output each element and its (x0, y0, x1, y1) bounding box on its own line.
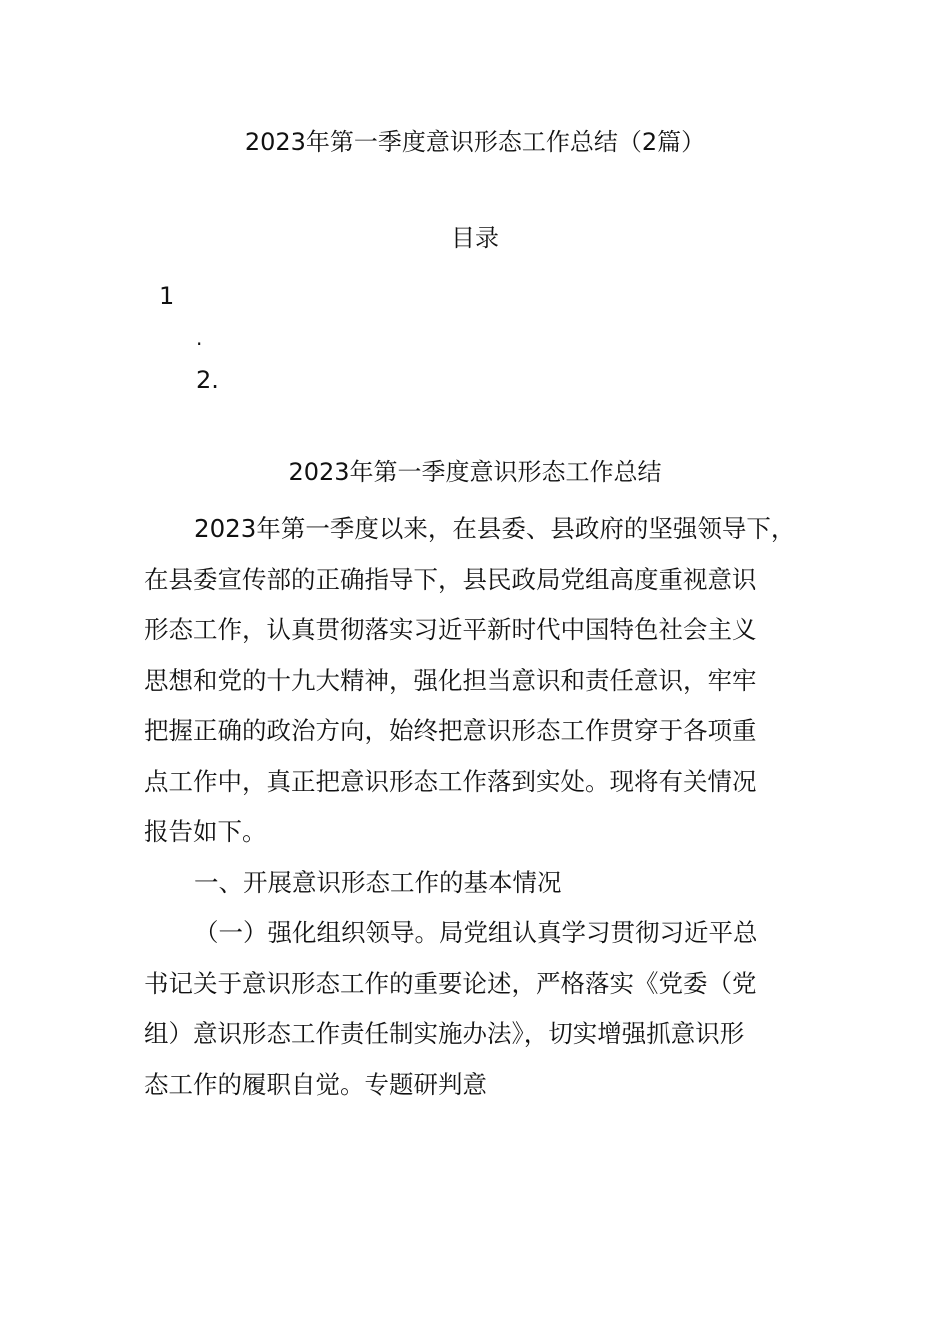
toc-item-1-number[interactable]: 1 (159, 282, 175, 310)
toc-item-1-separator: . (196, 326, 203, 350)
section-body (144, 504, 834, 1110)
paragraph-line: 态工作的履职自觉。专题研判意 (144, 1069, 487, 1099)
paragraph-line: 点工作中，真正把意识形态工作落到实处。现将有关情况 (144, 766, 757, 796)
subsection-heading: 一、开展意识形态工作的基本情况 (194, 867, 562, 897)
paragraph-line: 在县委宣传部的正确指导下，县民政局党组高度重视意识 (144, 564, 757, 594)
paragraph-line: 把握正确的政治方向，始终把意识形态工作贯穿于各项重 (144, 716, 757, 745)
document-title: 2023年第一季度意识形态工作总结（2篇） (244, 128, 706, 156)
paragraph-line: 报告如下。 (144, 817, 267, 846)
paragraph-line: 2023年第一季度以来，在县委、县政府的坚强领导下， (194, 514, 796, 543)
section-title: 2023年第一季度意识形态工作总结 (288, 458, 662, 486)
toc-item-2-number[interactable]: 2. (196, 366, 219, 394)
paragraph-line: 形态工作，认真贯彻落实习近平新时代中国特色社会主义 (144, 615, 757, 644)
paragraph-line: 组）意识形态工作责任制实施办法》，切实增强抓意识形 (144, 1019, 745, 1048)
paragraph-line: 思想和党的十九大精神，强化担当意识和责任意识，牢牢 (144, 665, 757, 695)
paragraph-line: （一）强化组织领导。局党组认真学习贯彻习近平总 (194, 918, 758, 947)
toc-heading: 目录 (451, 224, 499, 252)
paragraph-line: 书记关于意识形态工作的重要论述，严格落实《党委（党 (144, 968, 757, 998)
